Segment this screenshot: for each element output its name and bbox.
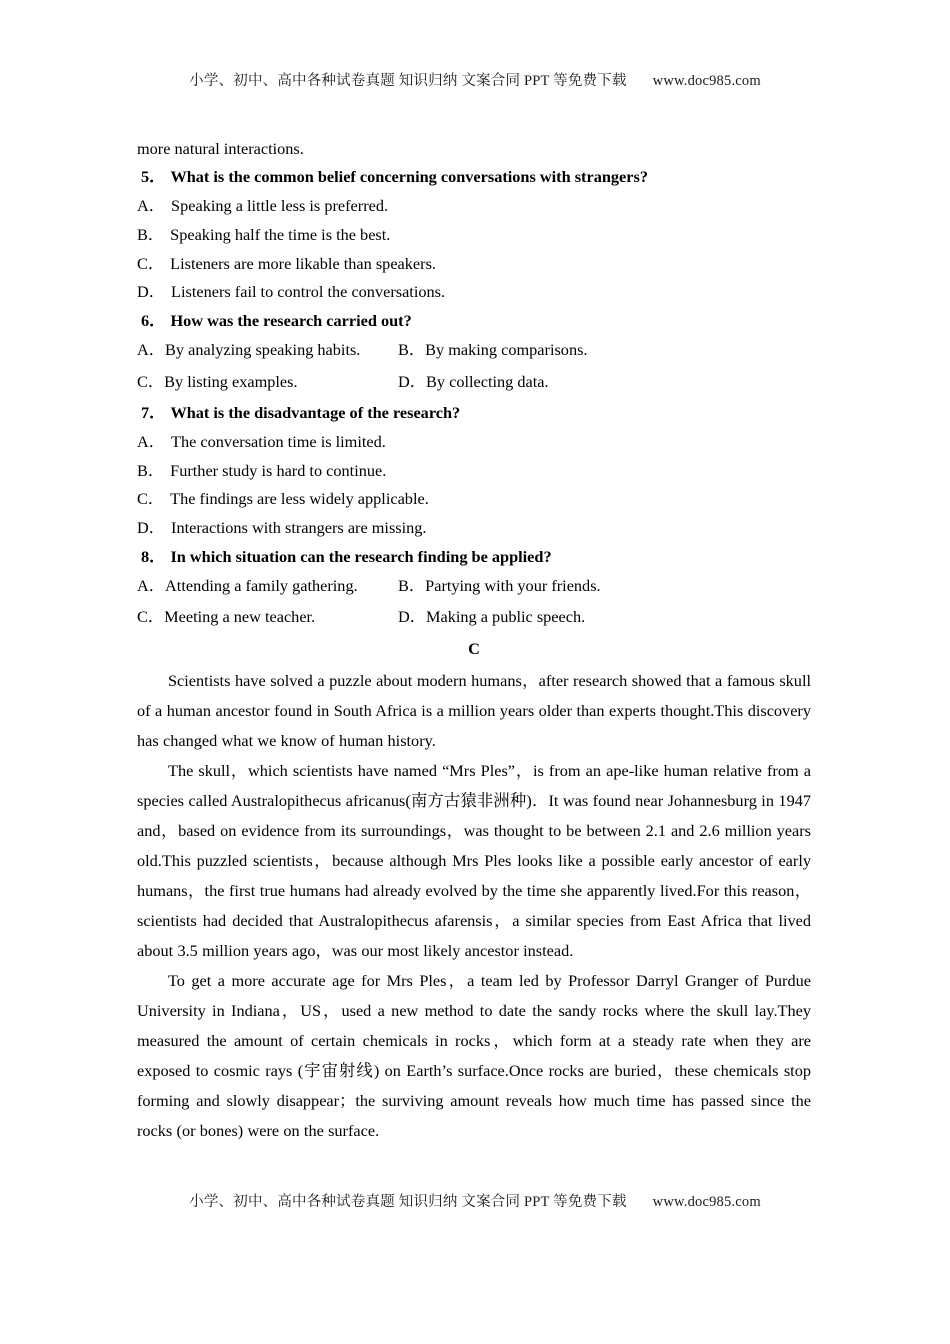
question-5-option-d[interactable] (137, 284, 811, 300)
option-label: D． (398, 607, 427, 627)
question-8-option-d[interactable] (398, 609, 585, 625)
question-5-option-b[interactable] (137, 224, 811, 244)
option-text: By collecting data. (426, 371, 549, 391)
question-6-number: 6． (141, 311, 166, 331)
question-7-option-d[interactable] (137, 520, 811, 536)
option-text: Speaking a little less is preferred. (171, 196, 389, 216)
option-text: Meeting a new teacher. (164, 607, 316, 627)
page-footer (0, 1190, 950, 1211)
page-header (0, 69, 950, 90)
question-7-option-b[interactable] (137, 460, 811, 480)
question-6-option-row-2 (137, 371, 811, 393)
question-7-stem (137, 405, 811, 421)
option-label: C． (137, 607, 165, 627)
option-label: B． (398, 340, 426, 360)
option-label: C． (137, 253, 165, 273)
question-7-text: What is the disadvantage of the research? (170, 403, 461, 423)
option-label: D． (137, 282, 166, 302)
option-text: By listing examples. (164, 371, 298, 391)
option-label: D． (398, 371, 427, 391)
question-6-option-d[interactable] (398, 371, 549, 391)
question-6-option-row-1 (137, 342, 811, 361)
option-text: Interactions with strangers are missing. (171, 518, 427, 538)
footer-site-url: www.doc985.com (652, 1194, 761, 1210)
option-text: Listeners fail to control the conversations. (171, 282, 446, 302)
option-label: B． (137, 224, 165, 244)
document-content (137, 141, 811, 1146)
question-8-option-b[interactable] (398, 575, 601, 595)
option-text: Partying with your friends. (425, 575, 601, 595)
option-text: The findings are less widely applicable. (170, 489, 429, 509)
footer-promo-text: 小学、初中、高中各种试卷真题 知识归纳 文案合同 PPT 等免费下载 (189, 1194, 627, 1210)
passage-paragraph-1: Scientists have solved a puzzle about modern humans，after research showed that a famous skull of a human ancestor found in South Africa is a million years older than experts thought.This discovery has changed what we know of human history. (137, 671, 811, 751)
question-6-option-a[interactable] (137, 342, 360, 358)
question-6-text: How was the research carried out? (170, 311, 412, 331)
question-5-text: What is the common belief concerning conversations with strangers? (170, 167, 648, 187)
question-8-option-a[interactable] (137, 575, 358, 595)
question-5-stem (137, 169, 811, 185)
option-label: A． (137, 575, 166, 595)
carryover-line: more natural interactions. (137, 139, 304, 158)
question-5-number: 5． (141, 167, 166, 187)
option-label: B． (398, 575, 426, 595)
question-6-stem (137, 313, 811, 329)
option-label: A． (137, 431, 166, 451)
option-label: A． (137, 340, 166, 360)
option-text: By analyzing speaking habits. (165, 340, 361, 360)
option-label: A． (137, 196, 166, 216)
option-text: Further study is hard to continue. (170, 460, 387, 480)
question-5-option-c[interactable] (137, 253, 811, 273)
question-8-number: 8． (141, 547, 166, 567)
option-label: B． (137, 460, 165, 480)
passage-paragraph-3: To get a more accurate age for Mrs Ples，a team led by Professor Darryl Granger of Purdue University in Indiana，US，used a new method to date the sandy rocks where the skull lay.They measured the amount of certain chemicals in rocks，which form at a steady rate when they are exposed to cosmic rays (宇宙射线) on Earth’s surface.Once rocks are buried，these chemicals stop forming and slowly disappear；the surviving amount reveals how much time has passed since the rocks (or bones) were on the surface. (137, 971, 811, 1141)
header-site-url: www.doc985.com (652, 73, 761, 89)
option-text: Making a public speech. (426, 607, 586, 627)
question-7-option-c[interactable] (137, 491, 811, 507)
question-8-option-c[interactable] (137, 609, 315, 625)
question-8-option-row-2 (137, 609, 811, 628)
section-letter-c: C (468, 638, 480, 658)
question-6-option-b[interactable] (398, 342, 588, 358)
option-label: D． (137, 518, 166, 538)
option-label: C． (137, 371, 165, 391)
question-8-text: In which situation can the research finding be applied? (170, 547, 552, 567)
option-label: C． (137, 489, 165, 509)
question-8-stem (137, 549, 811, 565)
option-text: Attending a family gathering. (165, 575, 358, 595)
passage-paragraph-2: The skull，which scientists have named “Mrs Ples”，is from an ape-like human relative from a species called Australopithecus africanus(南方古猿非洲种)．It was found near Johannesburg in 1947 and，based on evidence from its surroundings，was thought to be between 2.1 and 2.6 million years old.This puzzled scientists，because although Mrs Ples looks like a possible early ancestor of early humans，the first true humans had already evolved by the time she apparently lived.For this reason，scientists had decided that Australopithecus afarensis，a similar species from East Africa that lived about 3.5 million years ago，was our most likely ancestor instead. (137, 761, 811, 961)
question-7-option-a[interactable] (137, 431, 811, 451)
option-text: Listeners are more likable than speakers. (170, 253, 436, 273)
header-promo-text: 小学、初中、高中各种试卷真题 知识归纳 文案合同 PPT 等免费下载 (189, 73, 627, 89)
question-6-option-c[interactable] (137, 371, 298, 391)
option-text: By making comparisons. (425, 340, 588, 360)
option-text: Speaking half the time is the best. (170, 224, 391, 244)
question-8-option-row-1 (137, 575, 811, 597)
question-5-option-a[interactable] (137, 198, 811, 214)
question-7-number: 7． (141, 403, 166, 423)
option-text: The conversation time is limited. (171, 431, 386, 451)
